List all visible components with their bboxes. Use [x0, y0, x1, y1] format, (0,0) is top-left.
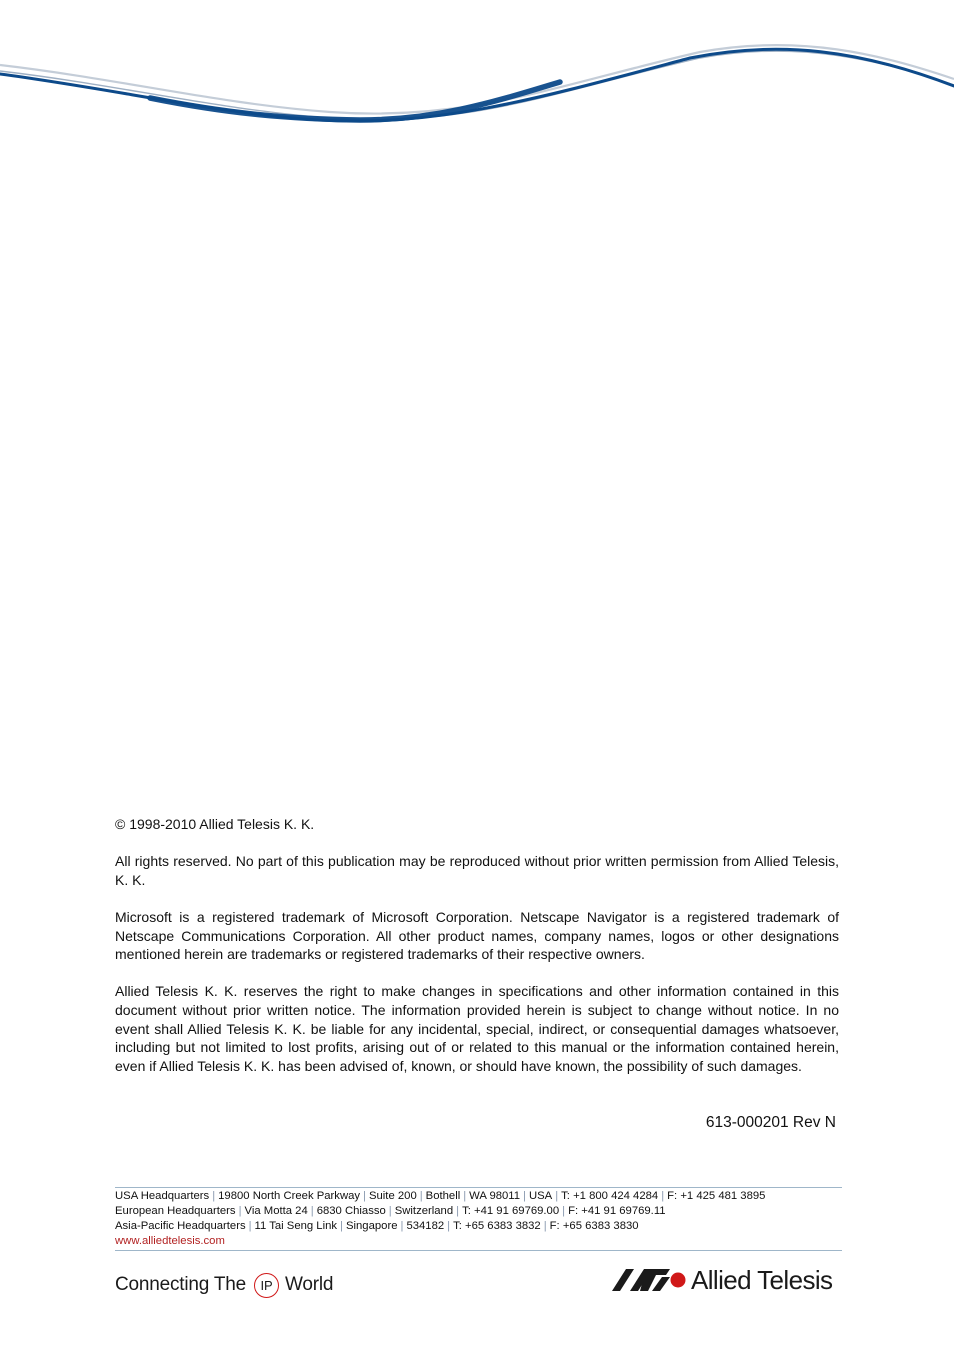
allied-telesis-logo [612, 1262, 832, 1298]
separator: | [456, 1205, 460, 1217]
contact-item: 6830 Chiasso [316, 1205, 386, 1217]
separator: | [419, 1190, 423, 1202]
website-link[interactable]: www.alliedtelesis.com [115, 1235, 225, 1247]
disclaimer-paragraph: Allied Telesis K. K. reserves the right to make changes in specifications and other information contained in this document without prior written notice. The information provided herein is subject to change without notice. In no event shall Allied Telesis K. K. be liable for any incidental, special, indirect, or consequential damages whatsoever, including but not limited to lost profits, arising out of or related to this manual or the information contained herein, even if Allied Telesis K. K. has been advised of, known, or should have known, the possibility of such damages. [115, 983, 839, 1074]
document-part-number: 613-000201 Rev N [705, 1114, 836, 1131]
contact-item: Suite 200 [368, 1190, 417, 1202]
contact-item: Via Motta 24 [244, 1205, 308, 1217]
separator: | [388, 1205, 392, 1217]
contact-item: 534182 [406, 1220, 445, 1232]
header-wave-graphic [0, 0, 954, 140]
separator: | [340, 1220, 343, 1232]
separator: | [555, 1190, 559, 1202]
separator: | [310, 1205, 314, 1217]
contact-item: USA [528, 1190, 553, 1202]
separator: | [523, 1190, 526, 1202]
usa-headquarters-row [115, 1189, 845, 1204]
copyright-line: © 1998-2010 Allied Telesis K. K. [115, 816, 315, 832]
contact-item: 19800 North Creek Parkway [218, 1190, 361, 1202]
separator: | [447, 1220, 451, 1232]
ip-badge-icon: IP [254, 1273, 279, 1298]
contact-item: T: +65 6383 3832 [453, 1220, 541, 1232]
separator: | [463, 1190, 467, 1202]
footer-divider-bottom [115, 1250, 842, 1251]
rights-paragraph: All rights reserved. No part of this publication may be reproduced without prior written permission from Allied Telesis, K. K. [115, 853, 839, 888]
footer-contacts [115, 1189, 845, 1249]
europe-headquarters-row [115, 1204, 845, 1219]
contact-item: 11 Tai Seng Link [254, 1220, 338, 1232]
asia-headquarters-row [115, 1219, 845, 1234]
separator: | [562, 1205, 566, 1217]
contact-item: Switzerland [394, 1205, 454, 1217]
contact-item: WA 98011 [469, 1190, 521, 1202]
separator: | [400, 1220, 404, 1232]
contact-item: Singapore [345, 1220, 398, 1232]
tagline-text-before: Connecting The [115, 1274, 246, 1295]
separator: | [238, 1205, 242, 1217]
separator: | [212, 1190, 216, 1202]
footer-divider-top [115, 1187, 842, 1188]
contact-item: F: +65 6383 3830 [549, 1220, 639, 1232]
allied-telesis-logo-mark-icon [612, 1269, 686, 1291]
contact-item: USA Headquarters [115, 1190, 210, 1202]
logo-wordmark: Allied Telesis [691, 1264, 833, 1295]
trademarks-paragraph: Microsoft is a registered trademark of Microsoft Corporation. Netscape Navigator is a registered trademark of Netscape Communications Corporation. All other product names, company names, logos or other designations mentioned herein are trademarks or registered trademarks of their respective owners. [115, 908, 839, 963]
legal-notice [115, 815, 839, 1094]
contact-item: T: +1 800 424 4284 [561, 1190, 659, 1202]
contact-item: Bothell [425, 1190, 461, 1202]
separator: | [661, 1190, 665, 1202]
contact-item: Asia-Pacific Headquarters [115, 1220, 246, 1232]
separator: | [543, 1220, 547, 1232]
contact-item: T: +41 91 69769.00 [462, 1205, 560, 1217]
tagline-text-after: World [285, 1274, 334, 1295]
separator: | [363, 1190, 366, 1202]
contact-item: F: +1 425 481 3895 [667, 1190, 766, 1202]
contact-item: European Headquarters [115, 1205, 236, 1217]
contact-item: F: +41 91 69769.11 [568, 1205, 666, 1217]
separator: | [248, 1220, 252, 1232]
tagline [115, 1268, 333, 1302]
